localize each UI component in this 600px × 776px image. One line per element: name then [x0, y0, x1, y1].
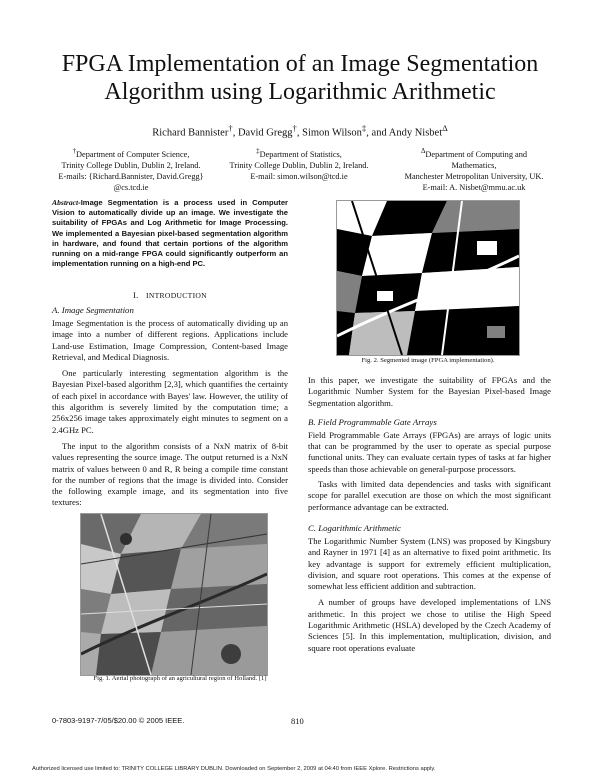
paragraph: The input to the algorithm consists of a NxN matrix of 8-bit values representing the source image. The output returned is a NxN matrix of values between 0 and R, R being a compile time constant for the number of regions that the image is divided into. Consider the following example image, and its segmentation into five textures: — [52, 440, 288, 508]
abstract-label: Abstract — [52, 198, 79, 207]
paragraph: One particularly interesting segmentation algorithm is the Bayesian Pixel-based algorithm [2,3], which quantifies the certainty of each pixel in accordance with Bayes' law. However, the utility of this algorithm is severely limited by the computation time; a 256x256 image takes approximately eight minutes to segment on a 2.4GHz PC. — [52, 368, 288, 435]
right-column-text — [308, 375, 551, 654]
figure-2-caption: Fig. 2. Segmented image (FPGA implementation). — [361, 357, 495, 364]
affiliation-line: Manchester Metropolitan University, UK. — [404, 171, 544, 181]
author-mark: † — [228, 123, 233, 133]
affiliation-line: Trinity College Dublin, Dublin 2, Ireland. — [229, 160, 369, 170]
author-separator: , — [232, 127, 238, 139]
abstract-text: -Image Segmentation is a process used in Computer Vision to automatically divide up an image. We investigate the suitability of FPGAs and Log Arithmetic for Image Processing. We implemented a Bayesian pixel-based segmentation algorithm in hardware, and found that certain portions of the algorithm running on a mid-range FPGA could significantly outperform an implementation running on a high-end PC. — [52, 198, 288, 269]
paragraph: In this paper, we investigate the suitability of FPGAs and the Logarithmic Number System for the Bayesian Pixel-based Image Segmentation algorithm. — [308, 375, 551, 408]
affiliation-2 — [214, 146, 384, 182]
affiliation-line: E-mails: {Richard.Bannister, David.Gregg} — [58, 171, 204, 181]
footer-copyright: 0-7803-9197-7/05/$20.00 © 2005 IEEE. — [52, 716, 185, 725]
figure-1-aerial-photo — [80, 513, 268, 676]
subsection-heading-a: A. Image Segmentation — [52, 305, 134, 315]
section-number: I. — [133, 290, 139, 300]
author-mark: Δ — [442, 123, 448, 133]
affiliation-line: E-mail: A. Nisbet@mmu.ac.uk — [422, 182, 526, 192]
author-mark: ‡ — [361, 123, 367, 133]
author-name: Simon Wilson — [302, 127, 362, 139]
affiliation-1 — [46, 146, 216, 193]
segmented-image — [337, 201, 519, 355]
paragraph: A number of groups have developed implementations of LNS arithmetic. In this project we chose to utilise the High Speed Logarithmic Arithmetic (HSLA) developed by the Czech Academy of Sciences [5]. In this implementation, multiplication, division, and square root operations evaluate — [308, 597, 551, 653]
left-column-text — [52, 305, 288, 509]
paragraph: Tasks with limited data dependencies and tasks with significant scope for parallel execution are those on which the most significant performance advantage can be extracted. — [308, 479, 551, 512]
figure-1-caption: Fig. 1. Aerial photograph of an agricultural region of Holland. [1] — [93, 675, 267, 682]
affiliation-line: Department of Computer Science, — [76, 149, 190, 159]
subsection-heading-c: C. Logarithmic Arithmetic — [308, 522, 401, 533]
subsection-heading-b: B. Field Programmable Gate Arrays — [308, 416, 437, 427]
author-separator: , and — [366, 127, 389, 139]
affiliation-line: Department of Computing and — [425, 149, 528, 159]
paragraph: Image Segmentation is the process of automatically dividing up an image into a number of different regions. Applications include Land-use Estimation, Image Compression, Content-based Image Retrieval, and Medical Diagnosis. — [52, 318, 288, 362]
affiliation-line: Department of Statistics, — [259, 149, 342, 159]
paragraph: Field Programmable Gate Arrays (FPGAs) are arrays of logic units that can be programmed by the user to operate as special purpose functional units. They can evaluate certain types of tasks at far higher speeds than those achievable on general-purpose processors. — [308, 429, 551, 474]
figure-2-segmented-image — [336, 200, 520, 356]
affiliation-mark: Δ — [420, 148, 426, 155]
author-name: Richard Bannister — [152, 127, 229, 139]
affiliation-line: E-mail: simon.wilson@tcd.ie — [250, 171, 348, 181]
author-mark: † — [292, 123, 297, 133]
license-notice: Authorized licensed use limited to: TRINITY COLLEGE LIBRARY DUBLIN. Downloaded on September 2, 2009 at 04:40 from IEEE Xplore. Restrictions apply. — [32, 766, 436, 772]
affiliation-line: Mathematics, — [451, 160, 497, 170]
affiliation-mark: † — [72, 148, 77, 155]
affiliation-mark: ‡ — [256, 148, 260, 155]
author-line — [40, 123, 560, 139]
author-name: Andy Nisbet — [388, 127, 443, 139]
section-heading — [52, 290, 288, 300]
paragraph: The Logarithmic Number System (LNS) was proposed by Kingsbury and Rayner in 1971 [4] as an alternative to fixed point arithmetic. Its key advantage is support for extremely efficient multiplication, division, and square root operations. This comes at the expense of somewhat less efficient addition and subtraction. — [308, 535, 551, 592]
affiliation-3 — [384, 146, 564, 193]
abstract — [52, 198, 288, 269]
affiliation-line: Trinity College Dublin, Dublin 2, Ireland. — [61, 160, 201, 170]
paper-title: FPGA Implementation of an Image Segmentation Algorithm using Logarithmic Arithmetic — [61, 51, 539, 105]
author-name: David Gregg — [237, 127, 293, 139]
author-separator: , — [296, 127, 303, 139]
section-title: INTRODUCTION — [146, 291, 207, 300]
aerial-photo-image — [81, 514, 267, 675]
page-number: 810 — [291, 716, 304, 726]
affiliation-line: @cs.tcd.ie — [113, 182, 149, 192]
